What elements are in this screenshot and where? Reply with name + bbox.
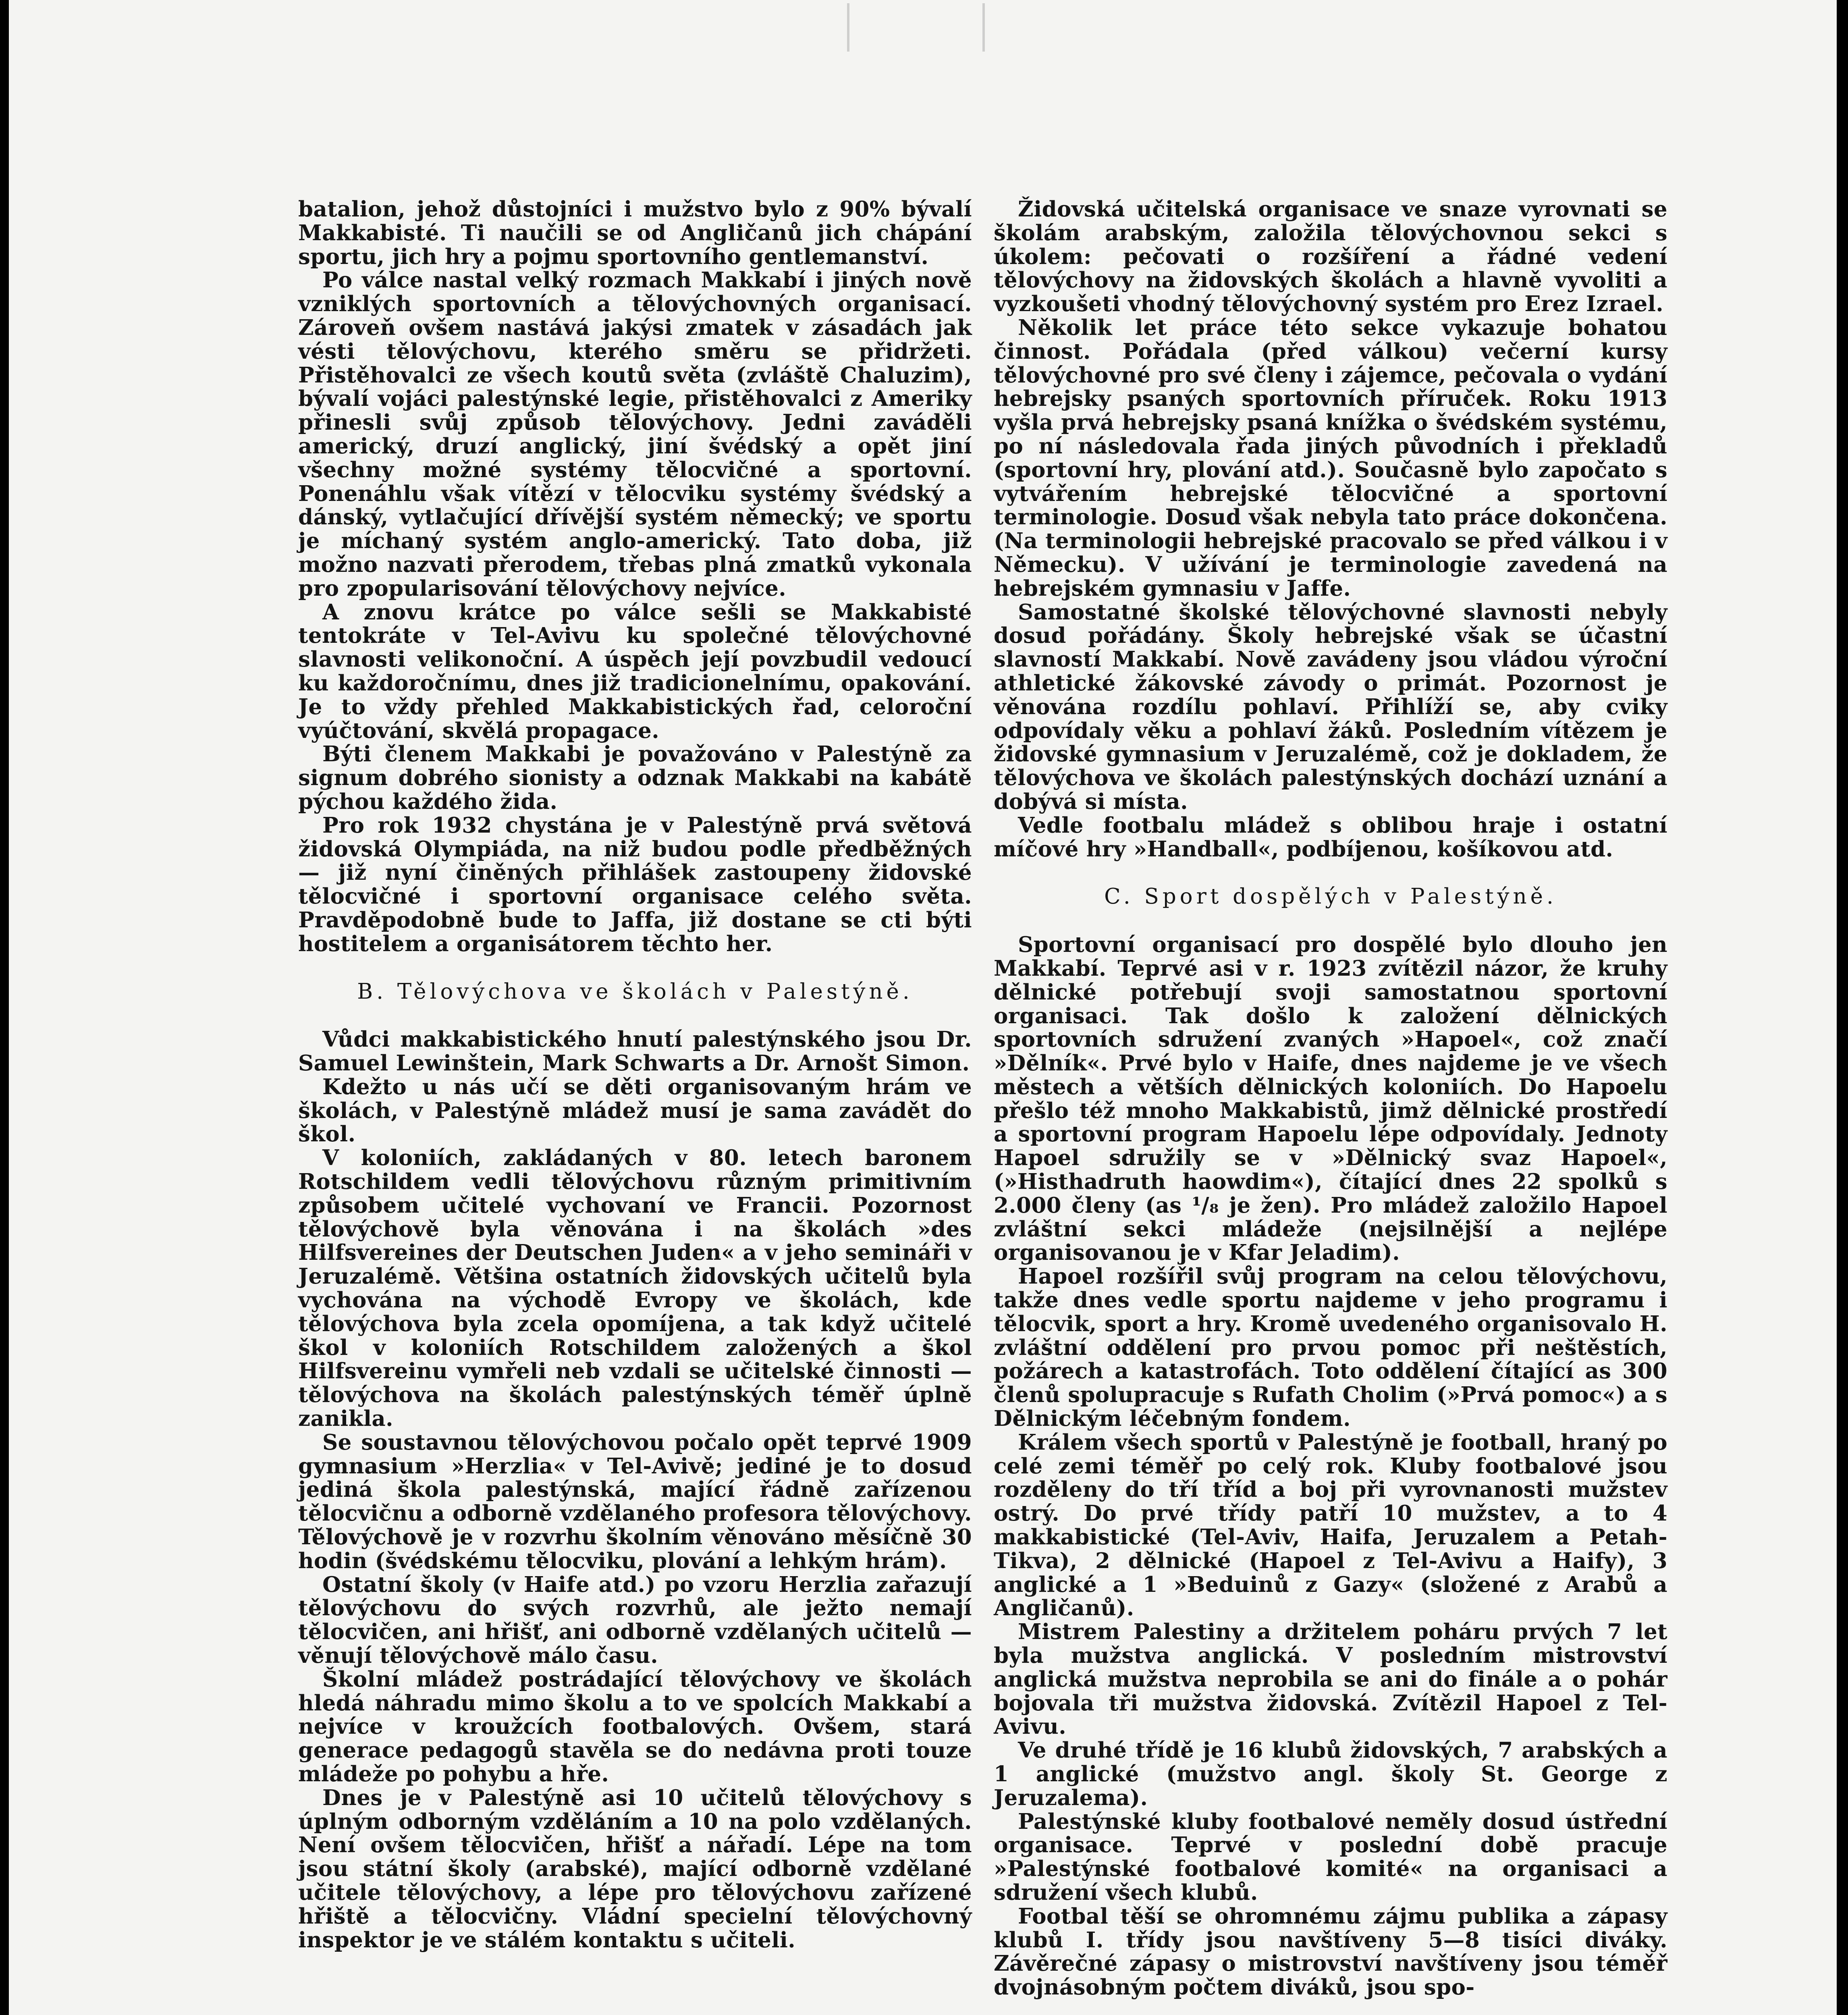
paragraph: Pro rok 1932 chystána je v Palestýně prvá světová židovská Olympiáda, na niž budou podle předběžných — již nyní činěných přihlášek zastoupeny židovské tělocvičné i sportovní organisace celého světa. Pravděpodobně bude to Jaffa, již dostane se cti býti hostitelem a organisátorem těchto her. (298, 812, 972, 956)
paragraph: A znovu krátce po válce sešli se Makkabisté tentokráte v Tel-Avivu ku společné tělovýchovné slavnosti velikonoční. A úspěch její povzbudil vedoucí ku každoročnímu, dnes již tradicionelnímu, opakování. Je to vždy přehled Makkabistických řad, celoroční vyúčtování, skvělá propagace. (298, 599, 972, 743)
binding-mark (847, 3, 985, 52)
paragraph: Několik let práce této sekce vykazuje bohatou činnost. Pořádala (před válkou) večerní kursy tělovýchovné pro své členy i zájemce, pečovala o vydání hebrejsky psaných sportovních příruček. Roku 1913 vyšla prvá hebrejsky psaná knížka o švédském systému, po ní následovala řada jiných původních i překladů (sportovní hry, plování atd.). Současně bylo započato s vytvářením hebrejské tělocvičné a sportovní terminologie. Dosud však nebyla tato práce dokončena. (Na terminologii hebrejské pracovalo se před válkou i v Německu). V užívání je terminologie zavedená na hebrejském gymnasiu v Jaffe. (994, 315, 1667, 601)
paragraph: Školní mládež postrádající tělovýchovy ve školách hledá náhradu mimo školu a to ve spolcích Makkabí a nejvíce v kroužcích footbalových. Ovšem, stará generace pedagogů stavěla se do nedávna proti touze mládeže po pohybu a hře. (298, 1666, 972, 1786)
paragraph: Sportovní organisací pro dospělé bylo dlouho jen Makkabí. Teprvé asi v r. 1923 zvítězil názor, že kruhy dělnické potřebují svoji samostatnou sportovní organisaci. Tak došlo k založení dělnických sportovních sdružení zvaných »Hapoel«, což značí »Dělník«. Prvé bylo v Haife, dnes najdeme je ve všech městech a větších dělnických koloniích. Do Hapoelu přešlo též mnoho Makkabistů, jimž dělnické prostředí a sportovní program Hapoelu lépe odpovídaly. Jednoty Hapoel sdružily se v »Dělnický svaz Hapoel«, (»Histhadruth haowdim«), čítající dnes 22 spolků s 2.000 členy (as ¹/₈ je žen). Pro mládež založilo Hapoel zvláštní sekci mládeže (nejsilnější a nejlépe organisovanou je v Kfar Jeladim). (994, 932, 1667, 1265)
paragraph: Ostatní školy (v Haife atd.) po vzoru Herzlia zařazují tělovýchovu do svých rozvrhů, ale ježto nemají tělocvičen, ani hřišť, ani odborně vzdělaných učitelů — věnují tělovýchově málo času. (298, 1572, 972, 1668)
section-c-heading: C. Sport dospělých v Palestýně. (1104, 884, 1557, 909)
paragraph: Ve druhé třídě je 16 klubů židovských, 7 arabských a 1 anglické (mužstvo angl. školy St. George z Jeruzalema). (994, 1738, 1667, 1810)
paragraph: Dnes je v Palestýně asi 10 učitelů tělovýchovy s úplným odborným vzděláním a 10 na polo vzdělaných. Není ovšem tělocvičen, hřišť a nářadí. Lépe na tom jsou státní školy (arabské), mající odborně vzdělané učitele tělovýchovy, a lépe pro tělovýchovu zařízené hřiště a tělocvičny. Vládní specielní tělovýchovný inspektor je ve stálém kontaktu s učiteli. (298, 1785, 972, 1953)
right-column (994, 197, 1667, 1999)
paragraph: Footbal těší se ohromnému zájmu publika a zápasy klubů I. třídy jsou navštíveny 5—8 tisíci diváky. Závěrečné zápasy o mistrovství navštíveny jsou téměř dvojnásobným počtem diváků, jsou spo- (994, 1903, 1667, 2000)
paragraph: Vůdci makkabistického hnutí palestýnského jsou Dr. Samuel Lewinštein, Mark Schwarts a Dr. Arnošt Simon. (298, 1027, 972, 1076)
paragraph: V koloniích, zakládaných v 80. letech baronem Rotschildem vedli tělovýchovu různým primitivním způsobem učitelé vychovaní ve Francii. Pozornost tělovýchově byla věnována i na školách »des Hilfsvereines der Deutschen Juden« a v jeho semináři v Jeruzalémě. Většina ostatních židovských učitelů byla vychována na východě Evropy ve školách, kde tělovýchova byla zcela opomíjena, a tak když učitelé škol v koloniích Rotschildem založených a škol Hilfsvereinu vymřeli neb vzdali se učitelské činnosti — tělovýchova na školách palestýnských téměř úplně zanikla. (298, 1145, 972, 1431)
paragraph: Samostatné školské tělovýchovné slavnosti nebyly dosud pořádány. Školy hebrejské však se účastní slavností Makkabí. Nově zavádeny jsou vládou výroční athletické žákovské závody o primát. Pozornost je věnována rozdílu pohlaví. Přihlíží se, aby cviky odpovídaly věku a pohlaví žáků. Posledním vítězem je židovské gymnasium v Jeruzalémě, což je dokladem, že tělovýchova ve školách palestýnských dochází uznání a dobývá si místa. (994, 599, 1667, 814)
paragraph: Po válce nastal velký rozmach Makkabí i jiných nově vzniklých sportovních a tělovýchovných organisací. Zároveň ovšem nastává jakýsi zmatek v zásadách jak vésti tělovýchovu, kterého směru se přidržeti. Přistěhovalci ze všech koutů světa (zvláště Chaluzim), bývalí vojáci palestýnské legie, přistěhovalci z Ameriky přinesli svůj způsob tělovýchovy. Jedni zaváděli americký, druzí anglický, jiní švédský a opět jiní všechny možné systémy tělocvičné a sportovní. Ponenáhlu však vítězí v tělocviku systémy švédský a dánský, vytlačující dřívější systém německý; ve sportu je míchaný systém anglo-americký. Tato doba, již možno nazvati přerodem, třebas plná zmatků vykonala pro zpopularisování tělovýchovy nejvíce. (298, 268, 972, 601)
paragraph: Hapoel rozšířil svůj program na celou tělovýchovu, takže dnes vedle sportu najdeme v jeho programu i tělocvik, sport a hry. Kromě uvedeného organisovalo H. zvláštní oddělení pro prvou pomoc při neštěstích, požárech a katastrofách. Toto oddělení čítající as 300 členů spolupracuje s Rufath Cholim (»Prvá pomoc«) a s Dělnickým léčebným fondem. (994, 1264, 1667, 1431)
paragraph: Kdežto u nás učí se děti organisovaným hrám ve školách, v Palestýně mládež musí je sama zavádět do škol. (298, 1074, 972, 1147)
paragraph: Vedle footbalu mládež s oblibou hraje i ostatní míčové hry »Handball«, podbíjenou, košíkovou atd. (994, 812, 1667, 862)
paragraph: batalion, jehož důstojníci i mužstvo bylo z 90% bývalí Makkabisté. Ti naučili se od Angličanů jich chápání sportu, jich hry a pojmu sportovního gentlemanství. (298, 197, 972, 269)
paragraph: Králem všech sportů v Palestýně je football, hraný po celé zemi téměř po celý rok. Kluby footbalové jsou rozděleny do tří tříd a boj při vyrovnanosti mužstev ostrý. Do prvé třídy patří 10 mužstev, a to 4 makkabistické (Tel-Aviv, Haifa, Jeruzalem a Petah-Tikva), 2 dělnické (Hapoel z Tel-Avivu a Haify), 3 anglické a 1 »Beduinů z Gazy« (složené z Arabů a Angličanů). (994, 1429, 1667, 1621)
paragraph: Býti členem Makkabi je považováno v Palestýně za signum dobrého sionisty a odznak Makkabi na kabátě pýchou každého žida. (298, 742, 972, 814)
paragraph: Židovská učitelská organisace ve snaze vyrovnati se školám arabským, založila tělovýchovnou sekci s úkolem: pečovati o rozšíření a řádné vedení tělovýchovy na židovských školách a hlavně vyvoliti a vyzkoušeti vhodný tělovýchovný systém pro Erez Izrael. (994, 197, 1667, 317)
section-b-heading: B. Tělovýchova ve školách v Palestýně. (357, 979, 913, 1004)
scan-border (0, 0, 9, 2015)
paragraph: Mistrem Palestiny a držitelem poháru prvých 7 let byla mužstva anglická. V posledním mistrovství anglická mužstva neprobila se ani do finále a o pohár bojovala tři mužstva židovská. Zvítězil Hapoel z Tel-Avivu. (994, 1619, 1667, 1739)
left-column (298, 197, 972, 1952)
book-page (9, 0, 1837, 2015)
paragraph: Palestýnské kluby footbalové neměly dosud ústřední organisace. Teprvé v poslední době pracuje »Palestýnské footbalové komité« na organisaci a sdružení všech klubů. (994, 1809, 1667, 1905)
paragraph: Se soustavnou tělovýchovou počalo opět teprvé 1909 gymnasium »Herzlia« v Tel-Avivě; jediné je to dosud jediná škola palestýnská, mající řádně zařízenou tělocvičnu a odborně vzdělaného profesora tělovýchovy. Tělovýchově je v rozvrhu školním věnováno měsíčně 30 hodin (švédskému tělocviku, plování a lehkým hrám). (298, 1429, 972, 1573)
